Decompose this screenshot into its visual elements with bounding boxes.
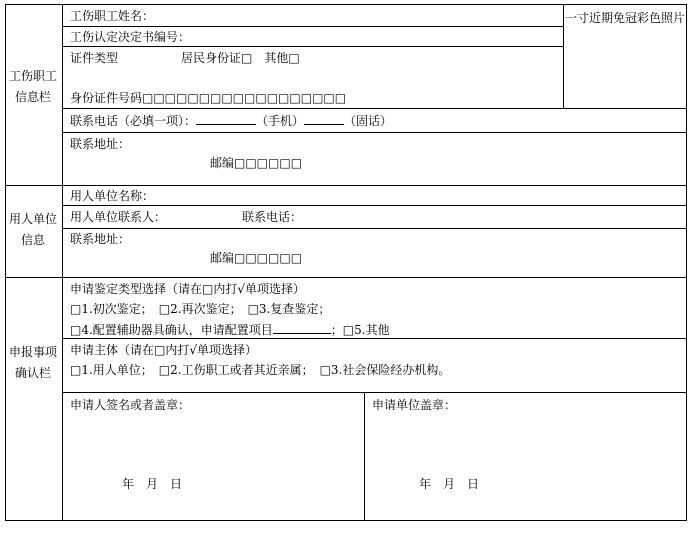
id-number-label: 身份证件号码□□□□□□□□□□□□□□□□□□: [70, 91, 347, 105]
row-divider: [62, 392, 687, 393]
employer-postcode-label: 邮编□□□□□□: [210, 251, 303, 265]
section-label-worker: 工伤职工信息栏: [8, 69, 57, 104]
appraisal-type-title: 申请鉴定类型选择（请在□内打√单项选择）: [70, 282, 305, 296]
row-divider: [62, 46, 563, 47]
section-line: [5, 277, 687, 278]
worker-phone-line: [70, 112, 392, 129]
row-divider: [62, 228, 687, 229]
signature-divider: [364, 392, 365, 521]
unit-date: 年 月 日: [419, 477, 480, 491]
unit-seal-label: 申请单位盖章：: [372, 398, 457, 412]
section-divider: [62, 4, 63, 521]
row-divider: [62, 205, 687, 206]
row-divider: [62, 338, 687, 339]
row-divider: [62, 132, 687, 133]
injury-cert-no-label: 工伤认定决定书编号：: [70, 30, 191, 44]
phone-required-label: 联系电话（必填一项）：: [70, 114, 197, 128]
worker-address-label: 联系地址：: [70, 137, 131, 151]
id-type-label: 证件类型: [70, 51, 119, 65]
device-item-blank[interactable]: [273, 321, 331, 334]
mobile-label: （手机）: [256, 114, 305, 128]
mobile-blank[interactable]: [196, 112, 256, 125]
other-option: ；□5.其他: [330, 323, 390, 337]
applicant-subject-options[interactable]: □1.用人单位； □2.工伤职工或者其近亲属； □3.社会保险经办机构。: [70, 363, 451, 377]
id-type-options[interactable]: 居民身份证□ 其他□: [181, 51, 300, 65]
employer-address-label: 联系地址：: [70, 232, 131, 246]
row-divider: [62, 108, 687, 109]
photo-placeholder: 一寸近期免冠彩色照片: [564, 11, 685, 25]
assistive-device-line[interactable]: [70, 321, 390, 338]
landline-label: （固话）: [344, 114, 393, 128]
landline-blank[interactable]: [304, 112, 344, 125]
employer-contact-label: 用人单位联系人：: [70, 210, 167, 224]
applicant-date: 年 月 日: [122, 477, 183, 491]
form-table: [5, 4, 687, 521]
section-label-declaration: 申报事项确认栏: [8, 345, 57, 380]
section-label-employer: 用人单位信息: [8, 212, 57, 247]
applicant-signature-label: 申请人签名或者盖章：: [70, 398, 191, 412]
employer-name-label: 用人单位名称：: [70, 189, 155, 203]
row-divider: [62, 26, 563, 27]
section-line: [5, 185, 687, 186]
assistive-device-option: □4.配置辅助器具确认，申请配置项目: [70, 323, 273, 337]
appraisal-type-options[interactable]: □1.初次鉴定； □2.再次鉴定； □3.复查鉴定；: [70, 302, 331, 316]
worker-postcode-label: 邮编□□□□□□: [210, 156, 303, 170]
worker-name-label: 工伤职工姓名：: [70, 9, 155, 23]
applicant-subject-title: 申请主体（请在□内打√单项选择）: [70, 343, 257, 357]
employer-phone-label: 联系电话：: [242, 210, 303, 224]
